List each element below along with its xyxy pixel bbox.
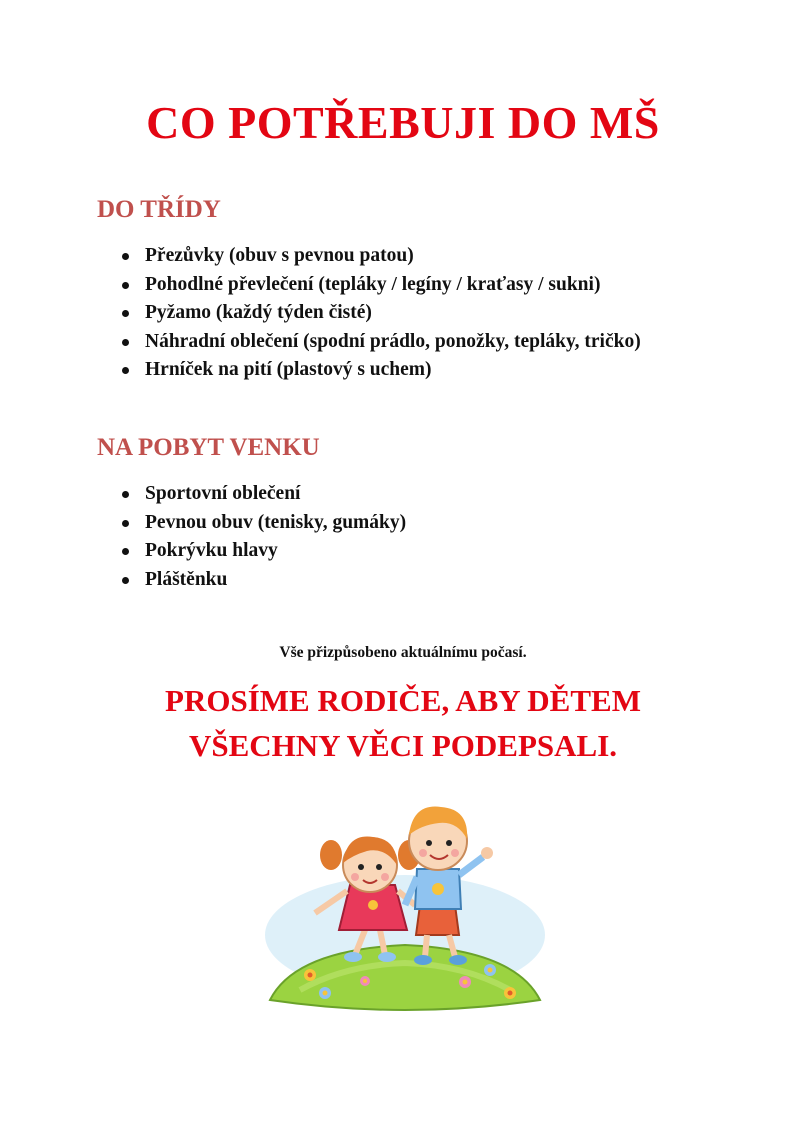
list-item: Pokrývku hlavy — [120, 537, 406, 566]
parents-request-line-1: PROSÍME RODIČE, ABY DĚTEM — [165, 683, 641, 718]
children-holding-hands-illustration — [255, 785, 555, 1020]
parents-request-line-2: VŠECHNY VĚCI PODEPSALI. — [188, 728, 618, 763]
classroom-items-list — [120, 242, 641, 385]
parents-request — [0, 678, 806, 768]
list-item: Přezůvky (obuv s pevnou patou) — [120, 242, 641, 271]
list-item: Sportovní oblečení — [120, 480, 406, 509]
list-item: Náhradní oblečení (spodní prádlo, ponožky, tepláky, tričko) — [120, 328, 641, 357]
outdoor-items-list — [120, 480, 406, 594]
list-item: Pláštěnku — [120, 566, 406, 595]
page-title: CO POTŘEBUJI DO MŠ — [146, 97, 660, 148]
section-heading-outdoor: NA POBYT VENKU — [97, 434, 320, 461]
list-item: Hrníček na pití (plastový s uchem) — [120, 356, 641, 385]
list-item: Pohodlné převlečení (tepláky / legíny / kraťasy / sukni) — [120, 271, 641, 300]
section-heading-classroom: DO TŘÍDY — [97, 196, 221, 223]
weather-note: Vše přizpůsobeno aktuálnímu počasí. — [279, 644, 527, 661]
list-item: Pevnou obuv (tenisky, gumáky) — [120, 509, 406, 538]
list-item: Pyžamo (každý týden čisté) — [120, 299, 641, 328]
